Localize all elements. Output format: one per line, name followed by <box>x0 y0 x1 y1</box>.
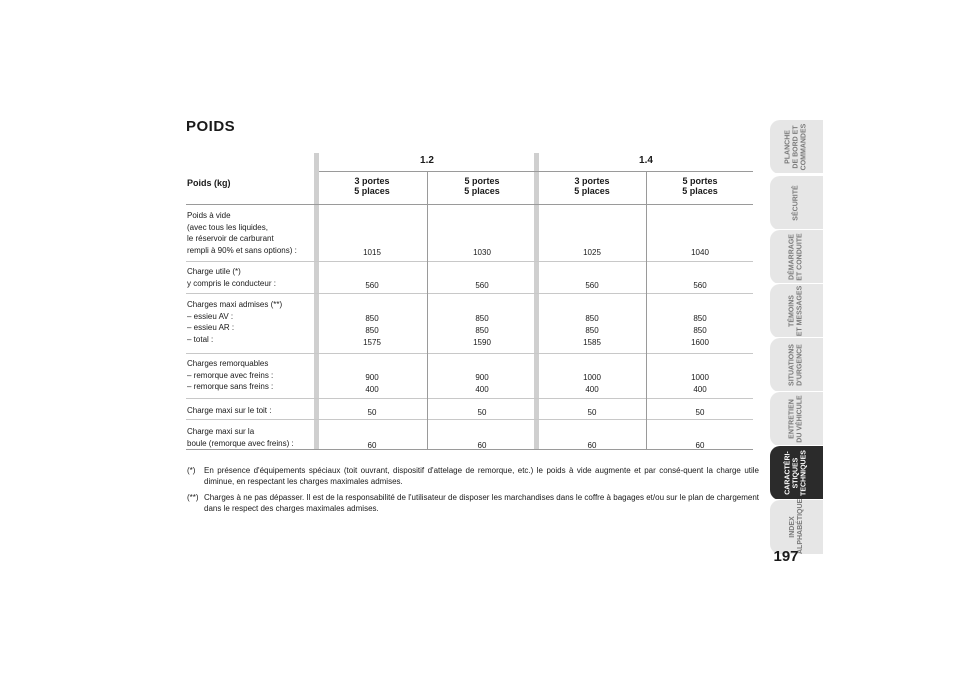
cell-value: 900 <box>365 372 379 382</box>
row-label <box>187 358 315 393</box>
chapter-tab-label <box>789 500 805 554</box>
chapter-tab[interactable] <box>770 500 823 554</box>
cell-value: 50 <box>587 408 597 417</box>
row-label-line: le réservoir de carburant <box>187 234 274 243</box>
table-cell <box>427 313 537 349</box>
column-header <box>427 176 537 196</box>
cell-value: 400 <box>365 384 379 394</box>
table-cell <box>427 247 537 259</box>
table-cell <box>537 440 647 452</box>
table-cell <box>427 440 537 452</box>
chapter-tab-line: D'URGENCE <box>796 344 804 386</box>
row-label-line: Charge maxi sur la <box>187 427 255 436</box>
table-cell <box>645 313 755 349</box>
cell-value: 560 <box>475 280 489 290</box>
table-cell <box>537 372 647 396</box>
chapter-tab[interactable] <box>770 230 823 284</box>
tab-separator <box>770 173 823 175</box>
cell-value: 1000 <box>691 372 709 382</box>
cell-value: 400 <box>693 384 707 394</box>
column-header-line: 5 places <box>354 186 390 196</box>
chapter-tab-line: SÉCURITÉ <box>792 185 800 221</box>
footnote <box>187 492 759 514</box>
cell-value: 60 <box>367 440 377 450</box>
row-label-line: – essieu AV : <box>187 311 234 321</box>
table-cell <box>537 247 647 259</box>
cell-value: 50 <box>477 408 487 417</box>
row-label-line: y compris le conducteur : <box>187 278 276 288</box>
header-label: Poids (kg) <box>187 178 231 188</box>
table-cell <box>645 407 755 419</box>
cell-value: 900 <box>475 372 489 382</box>
table-cell <box>317 440 427 452</box>
row-label-line: rempli à 90% et sans options) : <box>187 245 297 255</box>
cell-value: 400 <box>585 384 599 394</box>
column-header-line: 3 portes <box>354 176 390 186</box>
row-label-line: – essieu AR : <box>187 323 235 332</box>
cell-value: 1000 <box>583 372 601 382</box>
table-cell <box>645 247 755 259</box>
cell-value: 60 <box>587 440 597 450</box>
cell-value: 1030 <box>473 247 491 257</box>
row-label-line: – remorque sans freins : <box>187 382 274 391</box>
page-number: 197 <box>773 548 799 565</box>
footnote-text: En présence d'équipements spéciaux (toit ouvrant, dispositif d'attelage de remorque, etc.) le poids à vide augmente et par consé-quent la charge utile diminue, en respectant les charges maximales admises. <box>204 466 759 486</box>
footnote-mark: (*) <box>187 466 196 475</box>
chapter-tab-label <box>789 393 805 446</box>
chapter-tab-line: TECHNIQUES <box>800 450 808 496</box>
chapter-tab-line: STIQUES <box>792 457 800 489</box>
row-label <box>187 426 315 449</box>
row-label-line: Charge maxi sur le toit : <box>187 406 272 415</box>
table-cell <box>317 313 427 349</box>
row-label-line: Charges remorquables <box>187 359 269 368</box>
chapter-tab-line: INDEX <box>788 516 796 538</box>
cell-value: 1025 <box>583 247 601 257</box>
cell-value: 1040 <box>691 247 709 257</box>
header-bottom-rule <box>186 204 753 205</box>
cell-value: 1585 <box>583 337 601 347</box>
row-label-line: Charge utile (*) <box>187 267 241 276</box>
table-cell <box>427 280 537 292</box>
cell-value: 60 <box>695 440 705 450</box>
table-cell <box>645 280 755 292</box>
row-label-line: – remorque avec freins : <box>187 370 274 380</box>
cell-value: 850 <box>475 325 489 335</box>
row-label-line: Charges maxi admises (**) <box>187 300 283 309</box>
row-separator <box>186 293 753 294</box>
chapter-tab[interactable] <box>770 120 823 174</box>
cell-value: 850 <box>585 325 599 335</box>
cell-value: 560 <box>585 280 599 290</box>
cell-value: 850 <box>365 313 379 323</box>
cell-value: 850 <box>585 313 599 323</box>
cell-value: 1590 <box>473 337 491 347</box>
table-cell <box>317 247 427 259</box>
column-header-line: 5 places <box>682 186 718 196</box>
column-header <box>645 176 755 196</box>
footnote-mark: (**) <box>187 493 199 502</box>
column-header-line: 5 places <box>464 186 500 196</box>
engine-band-1-4 <box>534 153 539 449</box>
chapter-tab-line: DÉMARRAGE <box>788 234 796 280</box>
column-header-line: 5 portes <box>682 176 718 186</box>
table-cell <box>537 407 647 419</box>
chapter-tab-line: ET MESSAGES <box>796 285 804 337</box>
chapter-tab-line: COMMANDES <box>800 123 808 171</box>
chapter-tab-label <box>793 177 801 230</box>
cell-value: 560 <box>693 280 707 290</box>
footnote-text: Charges à ne pas dépasser. Il est de la responsabilité de l'utilisateur de disposer les marchandises dans le coffre à bagages et/ou sur le plan de chargement dans le respect des charges maximales admises. <box>204 493 759 513</box>
chapter-tab-label <box>789 339 805 392</box>
chapter-tab[interactable] <box>770 338 823 392</box>
column-header-line: 5 portes <box>464 176 500 186</box>
column-header-line: 5 places <box>574 186 610 196</box>
footnote <box>187 465 759 487</box>
table-cell <box>645 372 755 396</box>
row-separator <box>186 398 753 399</box>
cell-value: 60 <box>477 440 487 450</box>
row-label-line: Poids à vide <box>187 211 231 220</box>
chapter-tab-line: DE BORD ET <box>792 125 800 169</box>
engine-header: 1.2 <box>420 155 434 166</box>
row-label-line: – total : <box>187 334 214 344</box>
chapter-tab-line: ENTRETIEN <box>788 399 796 439</box>
page-title: POIDS <box>186 118 236 135</box>
column-header <box>537 176 647 196</box>
chapter-tab-line: TÉMOINS <box>788 295 796 327</box>
table-cell <box>537 313 647 349</box>
chapter-tab[interactable] <box>770 392 823 446</box>
cell-value: 50 <box>695 408 705 417</box>
table-cell <box>317 280 427 292</box>
header-rule <box>319 171 753 172</box>
chapter-tab-label <box>785 121 809 174</box>
chapter-tab-label <box>785 447 809 500</box>
table-cell <box>427 372 537 396</box>
row-label-line: boule (remorque avec freins) : <box>187 438 294 448</box>
cell-value: 850 <box>693 325 707 335</box>
column-header <box>317 176 427 196</box>
cell-value: 400 <box>475 384 489 394</box>
chapter-tab[interactable] <box>770 446 823 500</box>
engine-header: 1.4 <box>639 155 653 166</box>
cell-value: 1015 <box>363 247 381 257</box>
table-cell <box>427 407 537 419</box>
cell-value: 1575 <box>363 337 381 347</box>
cell-value: 850 <box>365 325 379 335</box>
chapter-tab[interactable] <box>770 176 823 230</box>
row-label <box>187 405 315 417</box>
row-separator <box>186 353 753 354</box>
row-label-line: (avec tous les liquides, <box>187 222 268 232</box>
chapter-tab-line: DU VÉHICULE <box>796 395 804 443</box>
row-separator <box>186 261 753 262</box>
cell-value: 1600 <box>691 337 709 347</box>
chapter-tab-line: SITUATIONS <box>788 344 796 386</box>
chapter-tab-label <box>789 231 805 284</box>
table-cell <box>645 440 755 452</box>
row-label <box>187 266 315 289</box>
table-cell <box>317 407 427 419</box>
row-separator <box>186 419 753 420</box>
row-label <box>187 299 315 345</box>
table-cell <box>317 372 427 396</box>
row-label <box>187 210 315 256</box>
chapter-tab-line: CARACTÉRI- <box>784 451 792 495</box>
cell-value: 560 <box>365 280 379 290</box>
column-header-line: 3 portes <box>574 176 610 186</box>
cell-value: 850 <box>475 313 489 323</box>
chapter-tab-line: ET CONDUITE <box>796 233 804 281</box>
chapter-tab-line: ALPHABÉTIQUE <box>796 498 804 554</box>
cell-value: 50 <box>367 408 377 417</box>
chapter-tab[interactable] <box>770 284 823 338</box>
cell-value: 850 <box>693 313 707 323</box>
chapter-tab-line: PLANCHE <box>784 130 792 164</box>
table-cell <box>537 280 647 292</box>
chapter-tab-label <box>789 285 805 338</box>
